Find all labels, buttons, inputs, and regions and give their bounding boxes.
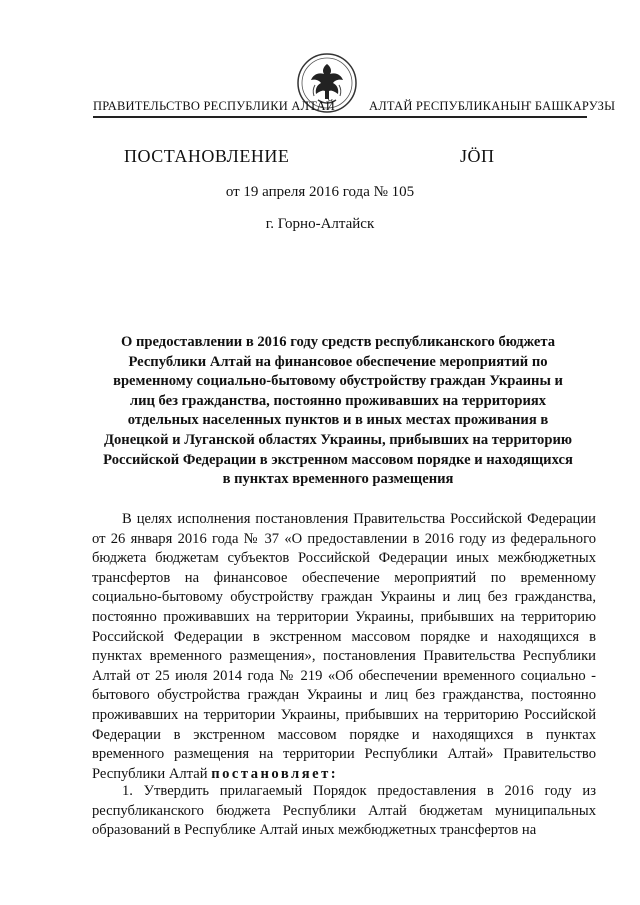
doc-type-ru: ПОСТАНОВЛЕНИЕ xyxy=(124,146,290,166)
header-org-ru: ПРАВИТЕЛЬСТВО РЕСПУБЛИКИ АЛТАЙ xyxy=(93,99,335,113)
paragraph-1-text: В целях исполнения постановления Правительства Российской Федерации от 26 января 2016 года № 37 «О предоставлении в 2016 году из федерального бюджета бюджетам субъектов Российской Федерации иных межбюджетных трансфертов на финансовое обеспечение мероприятий по временному социально-бытовому обустройству граждан Украины и лиц без гражданства, постоянно проживавших на территории Украины, прибывших на территорию Российской Федерации в экстренном массовом порядке и находящихся в пунктах временного размещения», постановления Правительства Республики Алтай от 25 июля 2014 года № 219 «Об обеспечении временного социально - бытового обустройства граждан Украины и лиц без гражданства, постоянно проживавших на территории Украины, прибывших на территорию Российской Федерации в экстренном массовом порядке и находящихся в пунктах временного размещения на территории Республики Алтай» Правительство Республики Алтай xyxy=(92,511,596,782)
header-divider xyxy=(93,116,587,118)
body-paragraph-2: 1. Утвердить прилагаемый Порядок предоставления в 2016 году из республиканского бюджета Республики Алтай бюджетам муниципальных образований в Республике Алтай иных межбюджетных трансфертов на xyxy=(92,783,596,839)
document-title: О предоставлении в 2016 году средств республиканского бюджета Республики Алтай на финансовое обеспечение мероприятий по временному социально-бытовому обустройству граждан Украины и лиц без гражданства, постоянно проживавших на территориях отдельных населенных пунктов и в иных местах проживания в Донецкой и Луганской областях Украины, прибывших на территорию Российской Федерации в экстренном массовом порядке и находящихся в пунктах временного размещения xyxy=(103,334,573,488)
decree-word: постановляет: xyxy=(211,765,339,782)
body-paragraph-1 xyxy=(92,510,596,784)
header-org-alt: АЛТАЙ РЕСПУБЛИКАНЫҤ БАШКАРУЗЫ xyxy=(369,99,616,113)
doc-city: г. Горно-Алтайск xyxy=(265,216,375,232)
doc-date-number: от 19 апреля 2016 года № 105 xyxy=(225,184,415,200)
doc-type-alt: JӦП xyxy=(460,146,495,166)
